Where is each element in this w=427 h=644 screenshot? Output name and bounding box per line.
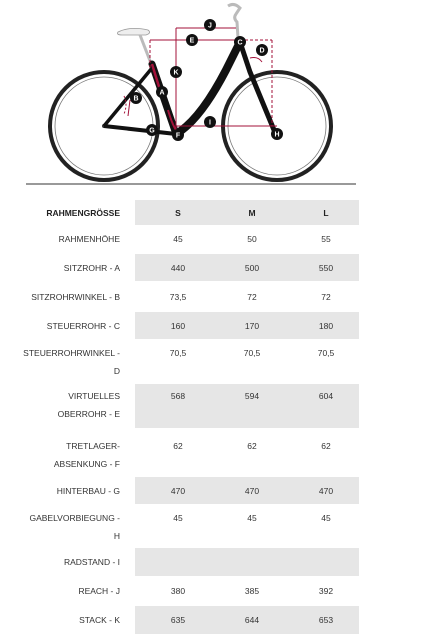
row-value-l: 653 [318, 615, 334, 625]
row-value-s: 73,5 [169, 291, 187, 302]
svg-text:H: H [274, 131, 280, 139]
row-label: STACK - K [79, 615, 120, 625]
handlebar [228, 4, 240, 38]
header-size-m: M [248, 207, 256, 218]
row-value-l: 55 [321, 234, 331, 244]
row-label: REACH - J [78, 586, 120, 596]
bike-geometry-diagram [0, 0, 427, 190]
row-label: SITZROHR - A [63, 262, 120, 273]
row-value-s: 470 [170, 485, 186, 496]
row-value-l: 72 [321, 291, 331, 302]
row-value-l: 470 [318, 485, 334, 496]
row-shade [135, 548, 359, 576]
row-value-s: 45 [173, 234, 183, 244]
row-value-l: 550 [318, 262, 334, 273]
svg-text:B: B [133, 95, 139, 103]
svg-text:G: G [149, 127, 155, 135]
row-value-s: 568 [170, 391, 186, 401]
row-value-m: 385 [244, 586, 260, 596]
row-label: RAHMENHÖHE [58, 234, 120, 244]
row-label: D [113, 366, 120, 376]
row-value-m: 45 [247, 513, 257, 523]
row-value-l: 70,5 [317, 348, 335, 358]
row-value-m: 72 [247, 291, 257, 302]
row-value-l: 604 [318, 391, 334, 401]
marker-h [271, 128, 283, 140]
marker-f [172, 129, 184, 141]
row-value-l: 45 [321, 513, 331, 523]
marker-c [234, 36, 246, 48]
marker-g [146, 124, 158, 136]
row-value-m: 170 [244, 320, 260, 331]
row-value-s: 440 [170, 262, 186, 273]
svg-text:K: K [173, 69, 179, 77]
row-label: VIRTUELLES [68, 391, 120, 401]
bike-frame [104, 39, 274, 134]
row-value-m: 500 [244, 262, 260, 273]
header-size-l: L [323, 207, 329, 218]
row-value-s: 160 [170, 320, 186, 331]
row-value-m: 70,5 [243, 348, 261, 358]
row-label: STEUERROHR - C [46, 320, 120, 331]
row-value-m: 50 [247, 234, 257, 244]
marker-k [170, 66, 182, 78]
row-value-l: 180 [318, 320, 334, 331]
row-label: HINTERBAU - G [56, 485, 120, 496]
row-value-m: 644 [244, 615, 260, 625]
svg-text:J: J [208, 22, 212, 30]
marker-e [186, 34, 198, 46]
row-label: H [113, 531, 120, 541]
header-frame-size-label: RAHMENGRÖSSE [46, 207, 120, 218]
marker-i [204, 116, 216, 128]
row-value-m: 62 [247, 441, 257, 451]
svg-text:C: C [237, 39, 243, 47]
row-label: RADSTAND - I [63, 557, 120, 567]
row-label: OBERROHR - E [57, 409, 120, 419]
row-value-s: 70,5 [169, 348, 187, 358]
svg-text:D: D [259, 47, 265, 55]
row-label: SITZROHRWINKEL - B [31, 291, 120, 302]
row-value-m: 594 [244, 391, 260, 401]
row-value-s: 380 [170, 586, 186, 596]
svg-text:I: I [209, 119, 211, 127]
row-label: STEUERROHRWINKEL - [23, 348, 120, 358]
row-label: ABSENKUNG - F [53, 459, 120, 469]
row-label: GABELVORBIEGUNG - [29, 513, 120, 523]
svg-text:F: F [175, 132, 181, 140]
saddle [118, 28, 150, 35]
row-value-l: 62 [321, 441, 331, 451]
svg-text:E: E [189, 37, 195, 45]
row-label: TRETLAGER- [66, 441, 120, 451]
row-value-s: 635 [170, 615, 186, 625]
marker-a [156, 86, 168, 98]
marker-d [256, 44, 268, 56]
marker-j [204, 19, 216, 31]
header-size-s: S [175, 207, 181, 218]
row-value-l: 392 [318, 586, 334, 596]
svg-text:A: A [159, 89, 165, 97]
row-value-s: 45 [173, 513, 183, 523]
row-value-m: 470 [244, 485, 260, 496]
row-value-s: 62 [173, 441, 183, 451]
marker-b [130, 92, 142, 104]
